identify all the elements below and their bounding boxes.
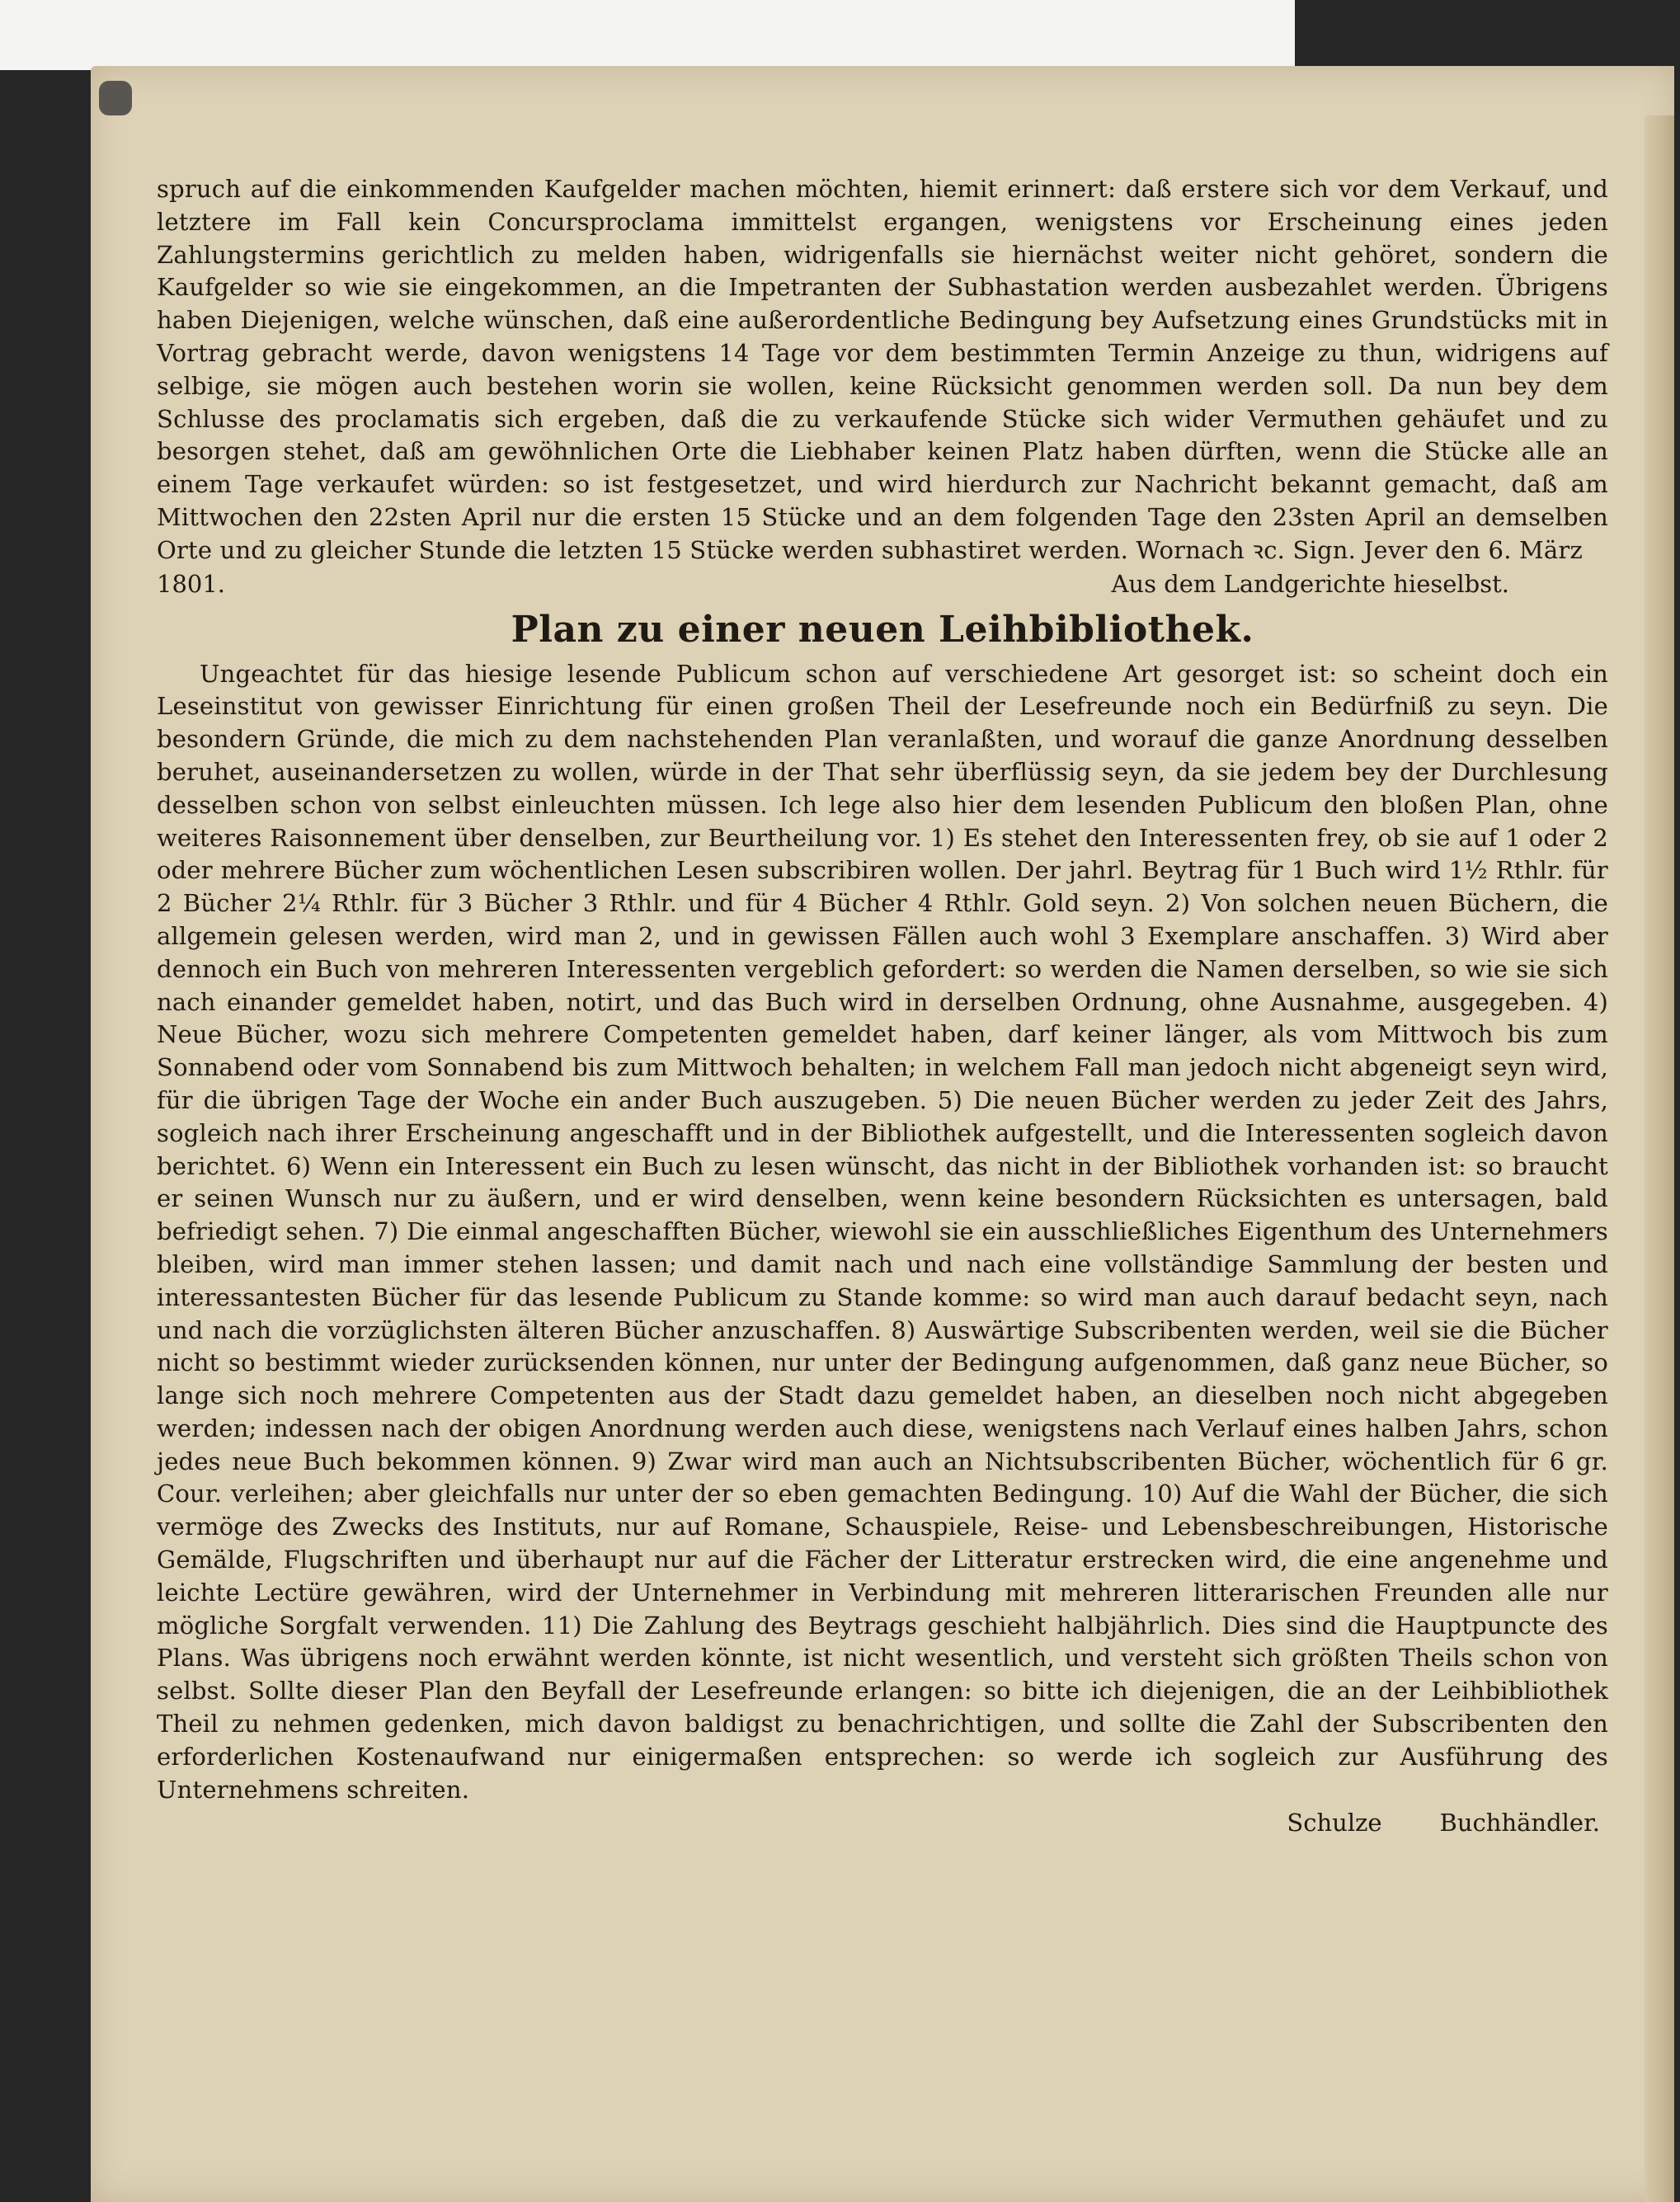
notice-issuer: Aus dem Landgerichte hieselbst. (1111, 569, 1509, 598)
page-text (157, 173, 1608, 1839)
signature-name: Schulze (1287, 1809, 1382, 1837)
article-title: Plan zu einer neuen Leihbibliothek. (511, 608, 1254, 651)
article-body: Ungeachtet für das hiesige lesende Publicum schon auf verschiedene Art gesorget ist: so scheint doch ein Leseinstitut von gewisser Einrichtung für einen großen Theil der Lesefreunde noch ein Bedürfniß zu seyn. Die besondern Gründe, die mich zu dem nachstehenden Plan veranlaßten, und worauf die ganze Anordnung desselben beruhet, auseinandersetzen zu wollen, würde in der That sehr überflüssig seyn, da sie jedem bey der Durchlesung desselben schon von selbst einleuchten müssen. Ich lege also hier dem lesenden Publicum den bloßen Plan, ohne weiteres Raisonnement über denselben, zur Beurtheilung vor. 1) Es stehet den Interessenten frey, ob sie auf 1 oder 2 oder mehrere Bücher zum wöchentlichen Lesen subscribiren wollen. Der jahrl. Beytrag für 1 Buch wird 1½ Rthlr. für 2 Bücher 2¼ Rthlr. für 3 Bücher 3 Rthlr. und für 4 Bücher 4 Rthlr. Gold seyn. 2) Von solchen neuen Büchern, die allgemein gelesen werden, wird man 2, und in gewissen Fällen auch wohl 3 Exemplare anschaffen. 3) Wird aber dennoch ein Buch von mehreren Interessenten vergeblich gefordert: so werden die Namen derselben, so wie sie sich nach einander gemeldet haben, notirt, und das Buch wird in derselben Ordnung, ohne Ausnahme, ausgegeben. 4) Neue Bücher, wozu sich mehrere Competenten gemeldet haben, darf keiner länger, als vom Mittwoch bis zum Sonnabend oder vom Sonnabend bis zum Mittwoch behalten; in welchem Fall man jedoch nicht abgeneigt seyn wird, für die übrigen Tage der Woche ein ander Buch auszugeben. 5) Die neuen Bücher werden zu jeder Zeit des Jahrs, sogleich nach ihrer Erscheinung angeschafft und in der Bibliothek aufgestellt, und die Interessenten sogleich davon berichtet. 6) Wenn ein Interessent ein Buch zu lesen wünscht, das nicht in der Bibliothek vorhanden ist: so braucht er seinen Wunsch nur zu äußern, und er wird denselben, wenn keine besondern Rücksichten es untersagen, bald befriedigt sehen. 7) Die einmal angeschafften Bücher, wiewohl sie ein ausschließliches Eigenthum des Unternehmers bleiben, wird man immer stehen lassen; und damit nach und nach eine vollständige Sammlung der besten und interessantesten Bücher für das lesende Publicum zu Stande komme: so wird man auch darauf bedacht seyn, nach und nach die vorzüglichsten älteren Bücher anzuschaffen. 8) Auswärtige Subscribenten werden, weil sie die Bücher nicht so bestimmt wieder zurücksenden können, nur unter der Bedingung aufgenommen, daß ganz neue Bücher, so lange sich noch mehrere Competenten aus der Stadt dazu gemeldet haben, an dieselben noch nicht abgegeben werden; indessen nach der obigen Anordnung werden auch diese, wenigstens nach Verlauf eines halben Jahrs, schon jedes neue Buch bekommen können. 9) Zwar wird man auch an Nichtsubscribenten Bücher, wöchentlich für 6 gr. Cour. verleihen; aber gleichfalls nur unter der so eben gemachten Bedingung. 10) Auf die Wahl der Bücher, die sich vermöge des Zwecks des Instituts, nur auf Romane, Schauspiele, Reise- und Lebensbeschreibungen, Historische Gemälde, Flugschriften und überhaupt nur auf die Fächer der Litteratur erstrecken wird, die eine angenehme und leichte Lectüre gewähren, wird der Unternehmer in Verbindung mit mehreren litterarischen Freunden alle nur mögliche Sorgfalt verwenden. 11) Die Zahlung des Beytrags geschieht halbjährlich. Dies sind die Hauptpuncte des Plans. Was übrigens noch erwähnt werden könnte, ist nicht wesentlich, und versteht sich größten Theils schon von selbst. Sollte dieser Plan den Beyfall der Lesefreunde erlangen: so bitte ich diejenigen, die an der Leihbibliothek Theil zu nehmen gedenken, mich davon baldigst zu benachrichtigen, und sollte die Zahl der Subscribenten den erforderlichen Kostenaufwand nur einigermaßen entsprechen: so werde ich sogleich zur Ausführung des Unternehmens schreiten. (157, 659, 1608, 1804)
punch-hole-mark (99, 81, 132, 115)
page-edge (1645, 115, 1674, 2202)
notice-text: spruch auf die einkommenden Kaufgelder machen möchten, hiemit erinnert: daß erstere sich vor dem Verkauf, und letztere im Fall kein Concursproclama immittelst ergangen, wenigstens vor Erscheinung eines jeden Zahlungstermins gerichtlich zu melden haben, widrigenfalls sie hiernächst weiter nicht gehöret, sondern die Kaufgelder so wie sie eingekommen, an die Impetranten der Subhastation werden ausbezahlet werden. Übrigens haben Diejenigen, welche wünschen, daß eine außerordentliche Bedingung bey Aufsetzung eines Grundstücks mit in Vortrag gebracht werde, davon wenigstens 14 Tage vor dem bestimmten Termin Anzeige zu thun, widrigens auf selbige, sie mögen auch bestehen worin sie wollen, keine Rücksicht genommen werden soll. Da nun bey dem Schlusse des proclamatis sich ergeben, daß die zu verkaufende Stücke sich wider Vermuthen gehäufet und zu besorgen stehet, daß am gewöhnlichen Orte die Liebhaber keinen Platz haben dürften, wenn die Stücke alle an einem Tage verkaufet würden: so ist festgesetzet, und wird hierdurch zur Nachricht bekannt gemacht, daß am Mittwochen den 22sten April nur die ersten 15 Stücke und an dem folgenden Tage den 23sten April an demselben Orte und zu gleicher Stunde die letzten 15 Stücke werden subhastiret werden. Wornach ꝛc. Sign. Jever den 6. März (157, 175, 1608, 564)
scan-background (0, 0, 1295, 70)
notice-year: 1801. (157, 569, 226, 598)
signature-role: Buchhändler. (1439, 1809, 1600, 1837)
signature (157, 1806, 1608, 1839)
